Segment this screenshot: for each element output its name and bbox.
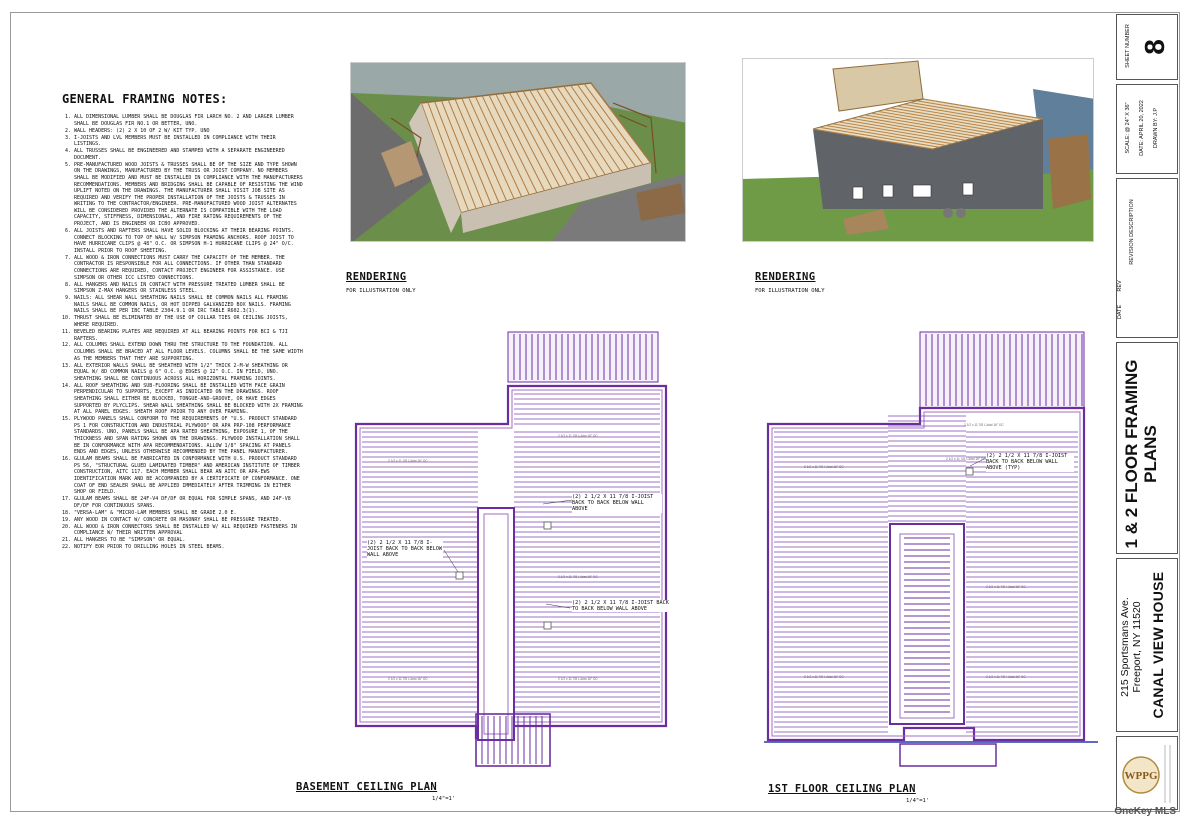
scale-label: SCALE: @ 24" X 36" [1125,102,1131,154]
first-floor-ceiling-plan-drawing [764,328,1098,774]
general-note-number: 6. [64,228,71,235]
sheet-number-label: SHEET NUMBER [1125,24,1131,68]
rendering-1-subtitle: FOR ILLUSTRATION ONLY [346,288,416,294]
general-note-number: 14. [62,382,72,389]
general-notes-title: GENERAL FRAMING NOTES: [62,92,228,106]
general-note-text: PRE-MANUFACTURED WOOD JOISTS & TRUSSES SHALL BE OF THE SIZE AND TYPE SHOWN ON THE DRAWINGS, MANUFACTURED BY THE TRUSS OR JOIST COMPANY. NO MEMBERS SHALL BE MODIFIED AND MUST BE INSTALLED IN COMPLIANCE WITH THE MANUFACTURERS RECOMMENDATIONS. MEMBERS AND BRIDGING SHALL BE CAPABLE OF RESISTING THE WIND UPLIFT NOTED ON THE DRAWINGS. THE MANUFACTURER SHALL VISIT JOB SITE AS REQUIRED AND VERIFY THE PROPER INSTALLATION OF THE JOISTS & TRUSSES IN WRITING TO THE CONTRACTOR/ENGINEER. PRE-MANUFACTURED WOOD JOIST ALTERNATES WILL BE CONSIDERED PROVIDED THE ALTERNATE IS COMPATIBLE WITH THE LOAD CAPACITY, STIFFNESS, DIMENSIONAL, AND FIRE RATING REQUIREMENTS OF THE PROJECT, AND IS ENGINEER OR ICBO APPROVED. [74,161,303,228]
project-name: CANAL VIEW HOUSE [1150,571,1166,719]
basement-callout-1: (2) 2 1/2 X 11 7/8 I-JOIST BACK TO BACK BELOW WALL ABOVE [572,494,662,513]
general-note-number: 9. [64,295,71,302]
general-note-text: ANY WOOD IN CONTACT W/ CONCRETE OR MASONRY SHALL BE PRESSURE TREATED. [74,516,282,523]
general-note-number: 15. [62,416,72,423]
svg-text:2 1/2 x 11 7/8 I-Joist 16" OC: 2 1/2 x 11 7/8 I-Joist 16" OC [986,585,1026,589]
date-label: DATE: APRIL 20, 2022 [1139,100,1145,156]
general-note-text: ALL HANGERS TO BE "SIMPSON" OR EQUAL. [74,537,186,544]
general-note-text: ALL TRUSSES SHALL BE ENGINEERED AND STAMPED WITH A SEPARATE ENGINEERED DOCUMENT. [74,148,285,161]
general-note-item [62,456,304,496]
scale-date-cell [1116,84,1178,174]
general-note-item [62,524,304,537]
general-note-text: NOTIFY EOR PRIOR TO DRILLING HOLES IN STEEL BEAMS. [74,544,225,551]
general-note-number: 8. [64,281,71,288]
general-note-item [62,114,304,127]
plan-name-cell [1116,342,1178,554]
general-note-text: ALL DIMENSIONAL LUMBER SHALL BE DOUGLAS FIR LARCH NO. 2 AND LARGER LUMBER SHALL BE DOUGLAS FIR NO.1 OR BETTER, UNO. [74,114,294,127]
plan-name-line2: PLANS [1141,425,1160,483]
general-note-item [62,383,304,416]
svg-text:2 1/2 x 11 7/8 I-Joist 16" OC: 2 1/2 x 11 7/8 I-Joist 16" OC [388,459,428,463]
basement-callout-2: (2) 2 1/2 X 11 7/8 I-JOIST BACK TO BACK BELOW WALL ABOVE [367,540,442,559]
general-note-text: ALL ROOF SHEATHING AND SUB-FLOORING SHALL BE INSTALLED WITH FACE GRAIN PERPENDICULAR TO SUPPORTS, EXCEPT AS INDICATED ON THE DRAWINGS. ROOF SHEATHING SHALL EITHER BE BLOCKED, TONGUE-AND-GROOVE, OR HAVE EDGES SUPPORTED BY PLYCLIPS. SHEAR WALL SHEATHING SHALL BE BLOCKED WITH 2X FRAMING AT ALL PANEL EDGES. SHEATH ROOF PRIOR TO ANY OVER FRAMING. [74,382,303,416]
rendering-1-title: RENDERING [346,271,407,283]
svg-text:2 1/2 x 11 7/8 I-Joist 16" OC: 2 1/2 x 11 7/8 I-Joist 16" OC [964,423,1004,427]
project-address [1119,567,1143,727]
revision-no-label: REV [1117,280,1123,292]
general-note-number: 5. [64,161,71,168]
drawn-by-label: DRAWN BY: J.P [1153,107,1159,149]
general-note-item [62,128,304,135]
rendering-2-subtitle: FOR ILLUSTRATION ONLY [755,288,825,294]
general-note-item [62,162,304,228]
general-note-item [62,135,304,148]
rendering-image-2 [742,58,1094,242]
plan-name-line1: 1 & 2 FLOOR FRAMING [1122,359,1141,549]
general-note-text: THRUST SHALL BE ELIMINATED BY THE USE OF COLLAR TIES OR CEILING JOISTS, WHERE REQUIRED. [74,315,288,328]
general-note-text: ALL WOOD & IRON CONNECTORS SHALL BE INSTALLED W/ ALL REQUIRED FASTENERS IN COMPLIANCE W/ THEIR WRITTEN APPROVAL [74,523,297,537]
general-note-text: NAILS: ALL SHEAR WALL SHEATHING NAILS SHALL BE COMMON NAILS ALL FRAMING NAILS SHALL BE COMMON NAILS, OR HOT DIPPED GALVANIZED BOX NAILS. FRAMING NAILS SHALL BE PER IBC TABLE 2304.9.1 OR IRC TABLE R602.3(1). [74,295,291,315]
general-note-number: 12. [62,342,72,349]
general-note-item [62,416,304,456]
plan-name [1122,354,1160,554]
general-note-item [62,255,304,281]
svg-text:2 1/2 x 11 7/8 I-Joist 16" OC: 2 1/2 x 11 7/8 I-Joist 16" OC [986,675,1026,679]
basement-callout-3: (2) 2 1/2 X 11 7/8 I-JOIST BACK TO BACK BELOW WALL ABOVE [572,600,672,612]
general-note-item [62,295,304,315]
svg-text:2 1/2 x 11 7/8 I-Joist 16" OC: 2 1/2 x 11 7/8 I-Joist 16" OC [946,457,986,461]
first-floor-callout-1: (2) 2 1/2 X 11 7/8 I-JOIST BACK TO BACK BELOW WALL ABOVE (TYP) [986,453,1074,472]
address-line2: Freeport, NY 11520 [1131,601,1143,693]
general-note-text: BEVELED BEARING PLATES ARE REQUIRED AT ALL BEARING POINTS FOR BCI & TJI RAFTERS. [74,328,288,342]
sheet-number-cell [1116,14,1178,80]
firm-logo [1117,737,1177,809]
watermark: OneKey MLS [1114,806,1176,817]
general-notes-list [62,114,304,551]
general-note-item [62,282,304,295]
sheet-number: 8 [1139,39,1170,55]
basement-plan-scale: 1/4"=1' [432,796,456,802]
svg-text:2 1/2 x 11 7/8 I-Joist 16" OC: 2 1/2 x 11 7/8 I-Joist 16" OC [558,575,598,579]
logo-cell [1116,736,1178,810]
general-note-number: 11. [62,328,72,335]
general-note-number: 19. [62,516,72,523]
svg-text:2 1/2 x 11 7/8 I-Joist 16" OC: 2 1/2 x 11 7/8 I-Joist 16" OC [804,465,844,469]
rendering-image-1 [350,62,686,242]
general-note-text: ALL EXTERIOR WALLS SHALL BE SHEATHED WITH 1/2" THICK 2-M-W SHEATHING OR EQUAL W/ 8D COMMON NAILS @ 6" O.C. @ EDGES @ 12" O.C. IN FIELD, UNO. SHEATHING SHALL BE CONTINUOUS ACROSS ALL HORIZONTAL FRAMING JOINTS. [74,362,288,382]
title-block [1116,14,1178,810]
general-note-number: 2. [64,127,71,134]
svg-text:WPPG: WPPG [1124,770,1158,782]
general-note-text: "VERSA-LAM" & "MICRO-LAM MEMBERS SHALL BE GRADE 2.0 E. [74,509,237,516]
general-note-number: 17. [62,496,72,503]
general-note-number: 4. [64,148,71,155]
first-floor-plan-scale: 1/4"=1' [906,798,930,804]
general-note-number: 10. [62,315,72,322]
first-floor-plan-title: 1ST FLOOR CEILING PLAN [768,783,916,795]
general-note-number: 16. [62,456,72,463]
general-note-number: 21. [62,537,72,544]
general-note-item [62,517,304,524]
revision-cell [1116,178,1178,338]
revision-date-label: DATE [1117,304,1123,320]
general-note-text: PLYWOOD PANELS SHALL CONFORM TO THE REQUIREMENTS OF "U.S. PRODUCT STANDARD PS 1 FOR CONSTRUCTION AND INDUSTRIAL PLYWOOD" OR APA PRP-108 PERFORMANCE STANDARDS. UNO, PANELS SHALL BE APA RATED SHEATHING, EXPOSURE 1, OF THE THICKNESS AND SPAN RATING SHOWN ON THE DRAWINGS. PLYWOOD INSTALLATION SHALL BE IN CONFORMANCE WITH APA RECOMMENDATIONS. ALLOW 1/8" SPACING AT PANELS ENDS AND EDGES, UNLESS OTHERWISE RECOMMENDED BY THE PANEL MANUFACTURER. [74,416,300,456]
general-note-item [62,544,304,551]
general-note-item [62,342,304,362]
general-note-text: GLULAM BEAMS SHALL BE FABRICATED IN CONFORMANCE WITH U.S. PRODUCT STANDARD PS 56, "STRUCTURAL GLUED LAMINATED TIMBER" AND AMERICAN INSTITUTE OF TIMBER CONSTRUCTION, AITC 117. EACH MEMBER SHALL BEAR AN AITC OR APA-EWS IDENTIFICATION MARK AND BE ACCOMPANIED BY A CERTIFICATE OF CONFORMANCE. ONE COAT OF END SEALER SHALL BE APPLIED IMMEDIATELY AFTER TRIMMING IN EITHER SHOP OR FIELD. [74,456,300,496]
general-note-number: 13. [62,362,72,369]
general-note-number: 18. [62,509,72,516]
general-note-text: ALL COLUMNS SHALL EXTEND DOWN THRU THE STRUCTURE TO THE FOUNDATION. ALL COLUMNS SHALL BE BRACED AT ALL FLOOR LEVELS. COLUMNS SHALL BE THE SAME WIDTH AS THE MEMBERS THAT THEY ARE SUPPORTING. [74,342,303,362]
general-note-item [62,496,304,509]
general-note-text: I-JOISTS AND LVL MEMBERS MUST BE INSTALLED IN COMPLIANCE WITH THEIR LISTINGS. [74,134,276,148]
general-note-item [62,510,304,517]
general-note-item [62,537,304,544]
address-line1: 215 Sportsmans Ave. [1119,597,1131,697]
general-note-item [62,363,304,383]
svg-text:2 1/2 x 11 7/8 I-Joist 16" OC: 2 1/2 x 11 7/8 I-Joist 16" OC [804,675,844,679]
revision-description-header: REVISION DESCRIPTION [1129,199,1135,265]
general-note-number: 7. [64,254,71,261]
general-note-number: 22. [62,544,72,551]
rendering-2-title: RENDERING [755,271,816,283]
general-note-text: ALL HANGERS AND NAILS IN CONTACT WITH PRESSURE TREATED LUMBER SHALL BE SIMPSON Z-MAX HANGERS OR STAINLESS STEEL. [74,281,285,295]
general-note-item [62,315,304,328]
svg-text:2 1/2 x 11 7/8 I-Joist 16" OC: 2 1/2 x 11 7/8 I-Joist 16" OC [558,677,598,681]
general-note-item [62,329,304,342]
general-note-text: ALL JOISTS AND RAFTERS SHALL HAVE SOLID BLOCKING AT THEIR BEARING POINTS. CONNECT BLOCKING TO TOP OF WALL W/ SIMPSON FRAMING ANCHORS. ROOF JOIST TO HAVE HURRICANE CLIPS @ 48" O.C. OR SIMPSON H-1 HURRICANE CLIPS @ 24" O/C. INSTALL PRIOR TO ROOF SHEETING. [74,228,294,254]
general-note-text: WALL HEADERS: (2) 2 X 10 OF 2 W/ KIT TYP. UNO [74,127,210,134]
general-note-number: 3. [64,134,71,141]
general-note-text: ALL WOOD & IRON CONNECTIONS MUST CARRY THE CAPACITY OF THE MEMBER. THE CONTRACTOR IS RESPONSIBLE FOR ALL CONNECTIONS. IF OTHER THAN STANDARD CONNECTIONS ARE REQUIRED, CONTACT PROJECT ENGINEER FOR ASSISTANCE. USE SIMPSON OR OTHER ICC LISTED CONNECTIONS. [74,254,285,281]
project-cell [1116,558,1178,732]
general-note-number: 20. [62,523,72,530]
general-note-text: GLULAM BEAMS SHALL BE 24F-V4 DF/DF OR EQUAL FOR SIMPLE SPANS, AND 24F-V8 DF/DF FOR CONTINUOUS SPANS. [74,496,291,509]
svg-text:2 1/2 x 11 7/8 I-Joist 16" OC: 2 1/2 x 11 7/8 I-Joist 16" OC [558,434,598,438]
general-note-number: 1. [64,114,71,120]
general-note-item [62,148,304,161]
svg-text:2 1/2 x 11 7/8 I-Joist 16" OC: 2 1/2 x 11 7/8 I-Joist 16" OC [388,677,428,681]
general-note-item [62,228,304,254]
basement-plan-title: BASEMENT CEILING PLAN [296,781,438,793]
